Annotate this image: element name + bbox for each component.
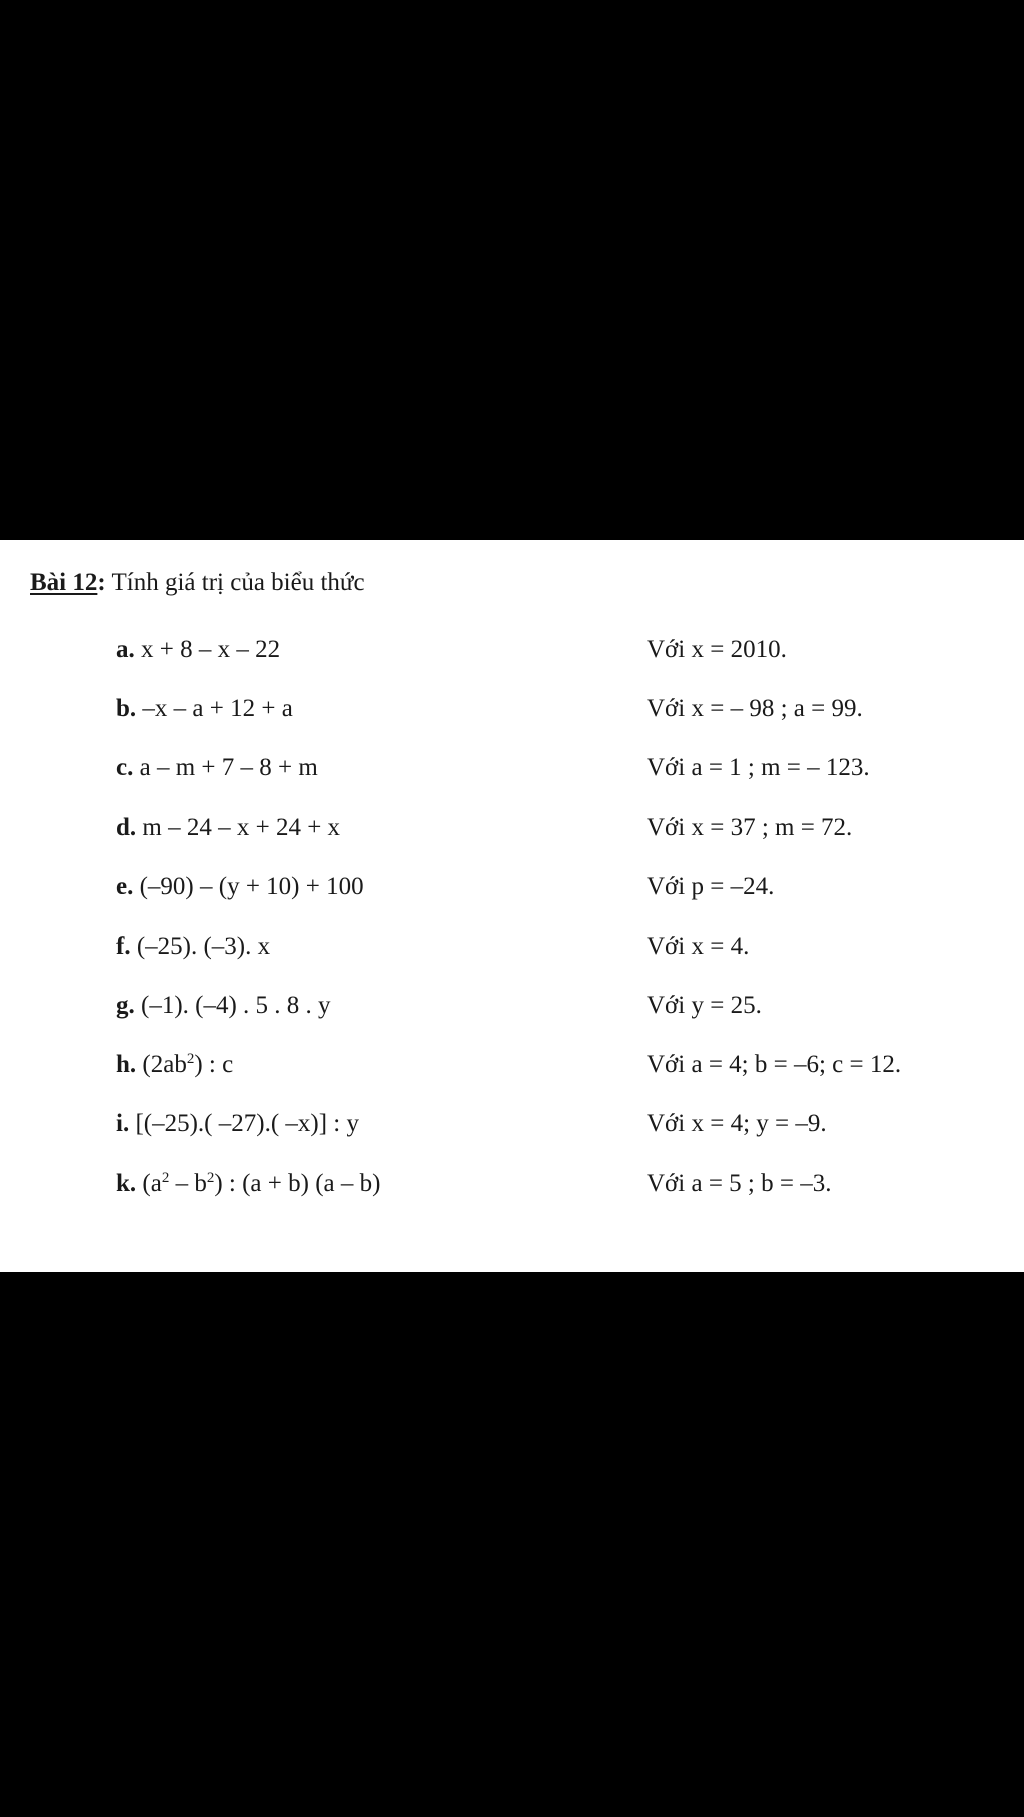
item-expression-text — [142, 1051, 233, 1078]
item-expression — [116, 927, 270, 967]
exercise-heading — [30, 568, 365, 598]
exercise-colon: : — [97, 569, 106, 596]
expr-part: ) : (a + b) (a – b) — [214, 1170, 381, 1197]
item-letter: e. — [116, 873, 134, 900]
exercise-item-h — [0, 1045, 1024, 1085]
worksheet-page — [0, 540, 1024, 1272]
item-expression-text: –x – a + 12 + a — [142, 695, 293, 722]
exercise-item-i — [0, 1104, 1024, 1144]
item-letter: f. — [116, 933, 131, 960]
item-expression — [116, 808, 340, 848]
item-letter: k. — [116, 1170, 137, 1197]
exercise-title: Tính giá trị của biểu thức — [111, 569, 365, 596]
exercise-item-e — [0, 867, 1024, 907]
item-condition: Với x = 4. — [647, 933, 750, 960]
exercise-number: Bài 12 — [30, 569, 98, 596]
item-expression-text: x + 8 – x – 22 — [141, 636, 281, 663]
item-letter: a. — [116, 636, 135, 663]
exponent: 2 — [186, 1051, 195, 1067]
item-expression — [116, 867, 364, 907]
item-expression-text: [(–25).( –27).( –x)] : y — [135, 1110, 360, 1137]
bottom-black-area — [0, 1272, 1024, 1817]
item-condition: Với a = 4; b = –6; c = 12. — [647, 1051, 902, 1078]
item-expression-text: (–90) – (y + 10) + 100 — [139, 873, 364, 900]
item-expression — [116, 986, 331, 1026]
item-condition: Với y = 25. — [647, 992, 762, 1019]
item-letter: b. — [116, 695, 137, 722]
item-expression-text: m – 24 – x + 24 + x — [142, 814, 341, 841]
item-letter: g. — [116, 992, 135, 1019]
exercise-item-c — [0, 748, 1024, 788]
exercise-item-d — [0, 808, 1024, 848]
item-condition: Với a = 1 ; m = – 123. — [647, 754, 870, 781]
expr-part: (a — [142, 1170, 162, 1197]
item-condition: Với x = 4; y = –9. — [647, 1110, 827, 1137]
exercise-item-k — [0, 1164, 1024, 1204]
item-expression — [116, 689, 293, 729]
item-expression — [116, 630, 280, 670]
item-letter: h. — [116, 1051, 137, 1078]
item-expression — [116, 748, 318, 788]
item-expression-text: a – m + 7 – 8 + m — [139, 754, 318, 781]
top-black-area — [0, 0, 1024, 540]
exponent: 2 — [206, 1170, 215, 1186]
expr-part: ) : c — [194, 1051, 234, 1078]
item-condition: Với x = 2010. — [647, 636, 787, 663]
item-condition: Với a = 5 ; b = –3. — [647, 1170, 832, 1197]
item-expression-text: (–25). (–3). x — [136, 933, 271, 960]
item-condition: Với x = 37 ; m = 72. — [647, 814, 853, 841]
item-letter: i. — [116, 1110, 130, 1137]
item-condition: Với p = –24. — [647, 873, 775, 900]
item-expression — [116, 1104, 359, 1144]
item-condition: Với x = – 98 ; a = 99. — [647, 695, 863, 722]
exercise-item-a — [0, 630, 1024, 670]
expr-part: – b — [169, 1170, 207, 1197]
expr-part: (2ab — [142, 1051, 187, 1078]
exercise-item-g — [0, 986, 1024, 1026]
exponent: 2 — [161, 1170, 170, 1186]
item-expression-text: (–1). (–4) . 5 . 8 . y — [141, 992, 331, 1019]
item-expression — [116, 1045, 233, 1085]
item-expression-text — [142, 1170, 380, 1197]
exercise-item-f — [0, 927, 1024, 967]
item-expression — [116, 1164, 380, 1204]
item-letter: d. — [116, 814, 137, 841]
exercise-item-b — [0, 689, 1024, 729]
item-letter: c. — [116, 754, 134, 781]
